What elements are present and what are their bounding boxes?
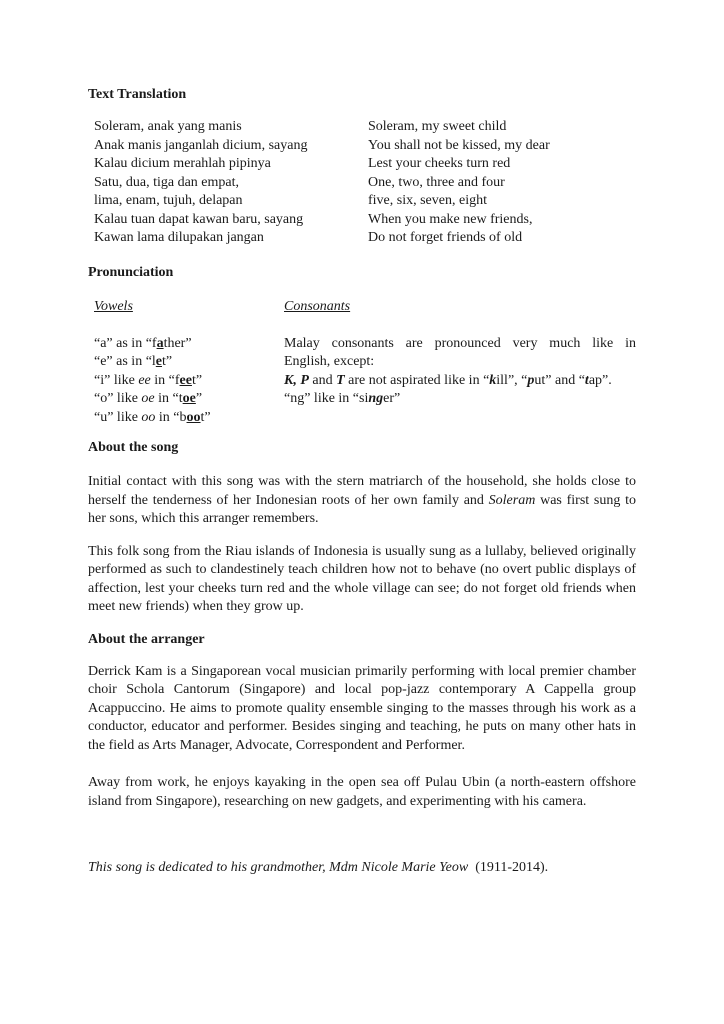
translation-table (88, 118, 636, 248)
translation-row (88, 118, 636, 137)
vowel-rule: “e” as in “let” (94, 354, 173, 369)
pronunciation-row (88, 353, 636, 372)
english-line: One, two, three and four (368, 174, 505, 190)
malay-line: Kalau dicium merahlah pipinya (94, 156, 271, 171)
english-line: Soleram, my sweet child (368, 119, 507, 134)
translation-row (88, 211, 636, 230)
translation-row (88, 155, 636, 174)
consonant-ng-rule: “ng” like in “singer” (284, 391, 401, 406)
vowel-rule: “i” like ee in “feet” (94, 372, 203, 388)
translation-row (88, 137, 636, 156)
translation-row (88, 174, 636, 193)
about-song-paragraph: This folk song from the Riau islands of Indonesia is usually sung as a lullaby, believed originally performed as such to clandestinely teach children how not to behave (no overt public displays of affection, lest your cheeks turn red and the whole village can see; do not forget old friends when meet new friends) when they grow up. (88, 543, 636, 614)
dedication: This song is dedicated to his grandmother, Mdm Nicole Marie Yeow (1911-2014). (88, 860, 549, 875)
pronunciation-row (88, 372, 636, 391)
english-line: You shall not be kissed, my dear (368, 137, 550, 153)
about-arranger-paragraph: Away from work, he enjoys kayaking in the open sea off Pulau Ubin (a north-eastern offshore island from Singapore), researching on new gadgets, and experimenting with his camera. (88, 775, 636, 809)
translation-row (88, 229, 636, 248)
english-line: Lest your cheeks turn red (368, 156, 511, 171)
consonant-aspiration-rule: K, P and T are not aspirated like in “kill”, “put” and “tap”. (284, 372, 612, 388)
translation-row (88, 192, 636, 211)
about-arranger-paragraph: Derrick Kam is a Singaporean vocal musician primarily performing with local premier chamber choir Schola Cantorum (Singapore) and local pop-jazz contemporary A Cappella group Acappuccino. He aims to promote quality ensemble singing to the masses through his work as a conductor, educator and performer. Besides singing and teaching, he puts on many other hats in the field as Arts Manager, Advocate, Correspondent and Performer. (88, 663, 636, 753)
english-line: Do not forget friends of old (368, 230, 523, 245)
consonant-text: Malay consonants are pronounced very much like in (284, 335, 636, 351)
vowels-title: Vowels (94, 298, 133, 314)
malay-line: lima, enam, tujuh, delapan (94, 193, 243, 208)
consonants-title: Consonants (284, 298, 351, 314)
vowel-rule: “u” like oo in “boot” (94, 409, 211, 425)
english-line: When you make new friends, (368, 211, 533, 227)
about-song-heading: About the song (88, 440, 179, 455)
translation-heading: Text Translation (88, 87, 187, 102)
pronunciation-header-row (88, 298, 636, 317)
malay-line: Kawan lama dilupakan jangan (94, 230, 264, 245)
document-page (88, 84, 636, 878)
pronunciation-heading: Pronunciation (88, 264, 174, 280)
pronunciation-row (88, 409, 636, 428)
about-song-paragraph: Initial contact with this song was with the stern matriarch of the household, she holds close to herself the tenderness of her Indonesian roots of her own family and Soleram was first sung to her sons, which this arranger remembers. (88, 474, 636, 526)
malay-line: Kalau tuan dapat kawan baru, sayang (94, 211, 304, 227)
about-arranger-heading: About the arranger (88, 631, 205, 647)
malay-line: Satu, dua, tiga dan empat, (94, 174, 240, 190)
pronunciation-row (88, 390, 636, 409)
consonant-text: English, except: (284, 354, 375, 369)
vowel-rule: “o” like oe in “toe” (94, 391, 203, 406)
malay-line: Soleram, anak yang manis (94, 119, 242, 134)
english-line: five, six, seven, eight (368, 193, 487, 208)
malay-line: Anak manis janganlah dicium, sayang (94, 137, 308, 153)
vowel-rule: “a” as in “father” (94, 335, 192, 351)
spacer (88, 316, 636, 335)
pronunciation-row (88, 335, 636, 354)
pronunciation-table (88, 298, 636, 428)
